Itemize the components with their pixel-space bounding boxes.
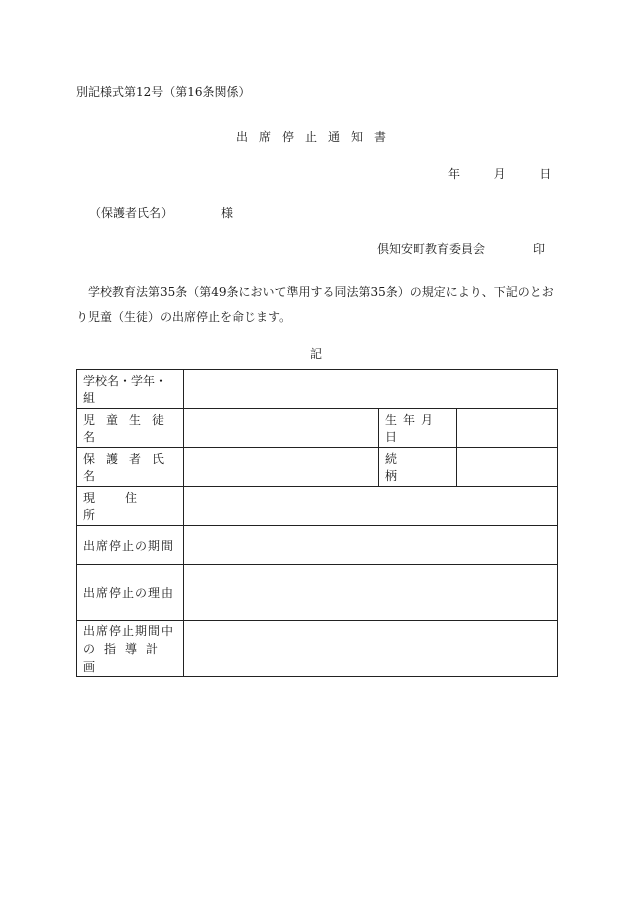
label-guidance-line1: 出席停止期間中 (83, 623, 175, 638)
label-birthdate (379, 409, 457, 448)
label-relation-text: 続柄 (385, 452, 432, 483)
addressee-line (89, 204, 233, 221)
row-school (77, 370, 558, 409)
row-reason (77, 565, 558, 621)
guardian-name-label: （保護者氏名） (89, 206, 174, 220)
value-student-name[interactable] (184, 409, 379, 448)
value-guidance[interactable] (184, 621, 558, 677)
label-address (77, 487, 184, 526)
label-guidance-line2: の指導計画 (83, 641, 168, 674)
label-guardian-name (77, 448, 184, 487)
row-guardian (77, 448, 558, 487)
label-period (77, 526, 184, 565)
value-guardian-name[interactable] (184, 448, 379, 487)
value-relation[interactable] (457, 448, 558, 487)
label-birthdate-text: 生年月日 (385, 413, 440, 444)
label-guardian-name-text: 保護者氏名 (83, 452, 176, 483)
value-reason[interactable] (184, 565, 558, 621)
label-reason-text: 出席停止の理由 (83, 586, 175, 600)
form-number: 別記様式第12号（第16条関係） (76, 85, 251, 99)
label-student-name (77, 409, 184, 448)
date-day: 日 (539, 167, 552, 181)
issuer-line (377, 240, 545, 257)
label-address-text: 現住所 (83, 491, 168, 522)
label-relation (379, 448, 457, 487)
row-period (77, 526, 558, 565)
body-text: 学校教育法第35条（第49条において準用する同法第35条）の規定により、下記のとおり児童（生徒）の出席停止を命じます。 (76, 285, 554, 324)
label-student-name-text: 児童生徒名 (83, 413, 176, 444)
document-title: 出席停止通知書 (236, 130, 398, 144)
ki-heading: 記 (310, 347, 323, 361)
value-address[interactable] (184, 487, 558, 526)
value-birthdate[interactable] (457, 409, 558, 448)
label-guidance (77, 621, 184, 677)
label-school: 学校名・学年・組 (77, 370, 184, 409)
row-student (77, 409, 558, 448)
issuer-name: 倶知安町教育委員会 (377, 242, 486, 256)
value-school[interactable] (184, 370, 558, 409)
row-address (77, 487, 558, 526)
honorific: 様 (221, 206, 234, 220)
label-reason (77, 565, 184, 621)
date-line (448, 165, 551, 182)
notice-form-table (76, 369, 558, 677)
seal-mark: 印 (533, 242, 546, 256)
row-guidance (77, 621, 558, 677)
date-year: 年 (448, 167, 461, 181)
label-period-text: 出席停止の期間 (83, 538, 175, 553)
value-period[interactable] (184, 526, 558, 565)
date-month: 月 (493, 167, 506, 181)
